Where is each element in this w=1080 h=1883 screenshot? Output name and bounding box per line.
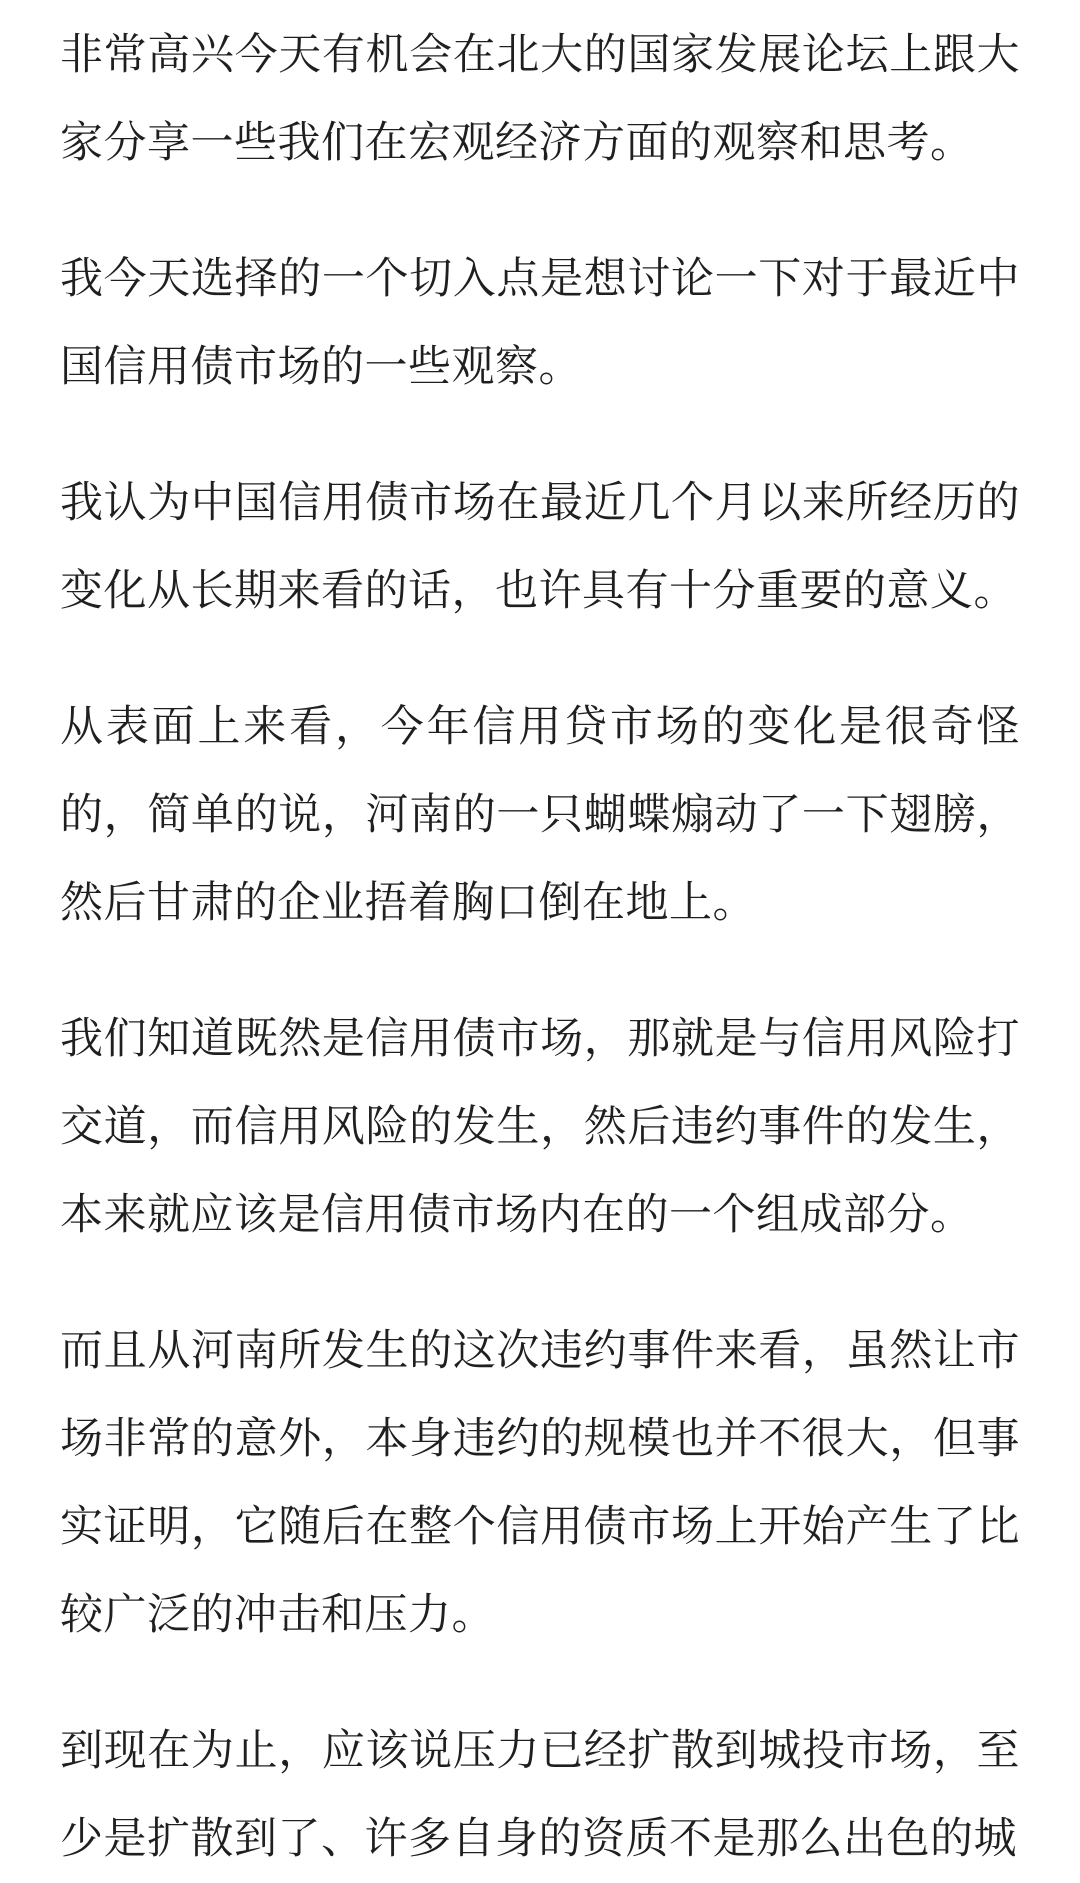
article-paragraph: 非常高兴今天有机会在北大的国家发展论坛上跟大家分享一些我们在宏观经济方面的观察和思考。 <box>60 30 1020 168</box>
article-paragraph: 我认为中国信用债市场在最近几个月以来所经历的变化从长期来看的话，也许具有十分重要的意义。 <box>60 478 1020 616</box>
article-paragraph: 到现在为止，应该说压力已经扩散到城投市场，至少是扩散到了、许多自身的资质不是那么出色的城 <box>60 1726 1020 1864</box>
article-paragraph: 我们知道既然是信用债市场，那就是与信用风险打交道，而信用风险的发生，然后违约事件的发生，本来就应该是信用债市场内在的一个组成部分。 <box>60 1014 1020 1240</box>
article-paragraph: 而且从河南所发生的这次违约事件来看，虽然让市场非常的意外，本身违约的规模也并不很大，但事实证明，它随后在整个信用债市场上开始产生了比较广泛的冲击和压力。 <box>60 1326 1020 1640</box>
article-paragraph: 从表面上来看，今年信用贷市场的变化是很奇怪的，简单的说，河南的一只蝴蝶煽动了一下翅膀，然后甘肃的企业捂着胸口倒在地上。 <box>60 702 1020 928</box>
article-paragraph: 我今天选择的一个切入点是想讨论一下对于最近中国信用债市场的一些观察。 <box>60 254 1020 392</box>
